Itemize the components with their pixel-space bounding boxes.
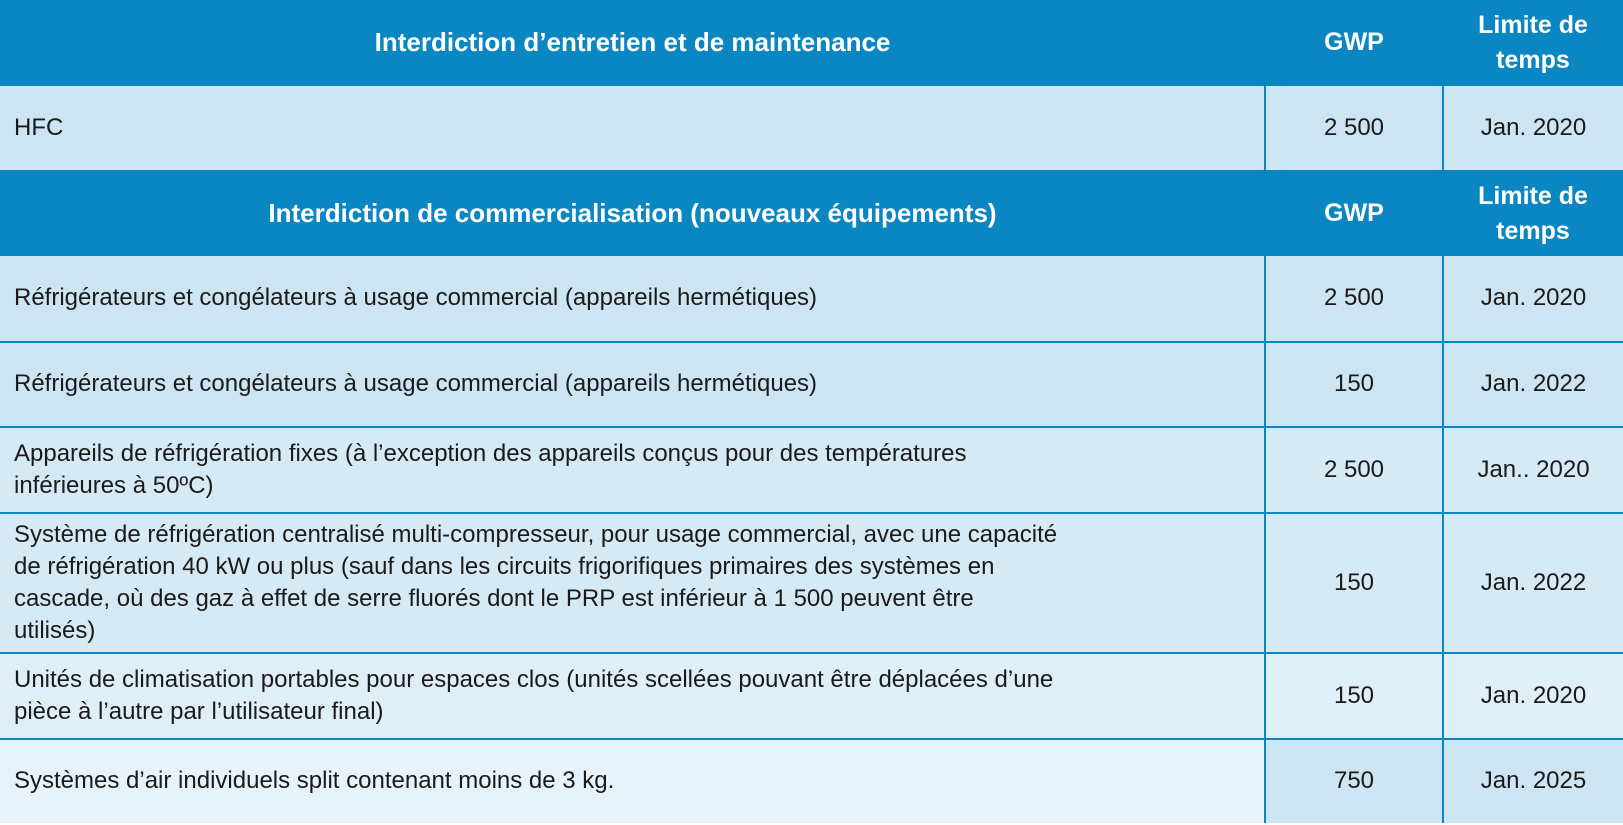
table-row [0,739,1623,823]
row-description-line: Appareils de réfrigération fixes (à l’exception des appareils conçus pour des températures [14,439,967,467]
row-description: Réfrigérateurs et congélateurs à usage commercial (appareils hermétiques) [0,342,1265,427]
table-row [0,427,1623,513]
time-limit-header-line2: temps [1496,217,1570,245]
row-description [0,513,1265,653]
row-gwp: 2 500 [1265,427,1443,513]
row-gwp: 150 [1265,513,1443,653]
row-gwp: 2 500 [1265,86,1443,171]
row-time-limit: Jan. 2020 [1443,86,1623,171]
time-limit-column-header [1443,171,1623,256]
section-header-maintenance [0,0,1623,86]
row-description: HFC [0,86,1265,171]
row-description [0,427,1265,513]
row-gwp: 750 [1265,739,1443,823]
row-time-limit: Jan.. 2020 [1443,427,1623,513]
row-gwp: 150 [1265,653,1443,739]
table-row [0,86,1623,171]
table-row [0,513,1623,653]
gwp-column-header: GWP [1265,0,1443,86]
row-description [0,653,1265,739]
row-time-limit: Jan. 2020 [1443,256,1623,342]
table-row [0,342,1623,427]
table-row [0,653,1623,739]
row-description-line: pièce à l’autre par l’utilisateur final) [14,698,384,725]
row-description-line: Système de réfrigération centralisé multi-compresseur, pour usage commercial, avec une capacité [14,520,1058,548]
section-title: Interdiction d’entretien et de maintenance [0,0,1265,86]
table-row [0,256,1623,342]
row-description-line: de réfrigération 40 kW ou plus (sauf dans les circuits frigorifiques primaires des systèmes en [14,552,995,580]
row-time-limit: Jan. 2020 [1443,653,1623,739]
section-title: Interdiction de commercialisation (nouveaux équipements) [0,171,1265,256]
row-description-line: utilisés) [14,617,96,645]
row-description: Systèmes d’air individuels split contenant moins de 3 kg. [0,739,1265,823]
row-description-line: cascade, où des gaz à effet de serre fluorés dont le PRP est inférieur à 1 500 peuvent être [14,585,974,612]
time-limit-header-line1: Limite de [1478,11,1588,39]
gwp-column-header: GWP [1265,171,1443,256]
row-time-limit: Jan. 2025 [1443,739,1623,823]
section-header-commercialisation [0,171,1623,256]
row-description-line: Unités de climatisation portables pour espaces clos (unités scellées pouvant être déplacées d’une [14,665,1054,693]
row-time-limit: Jan. 2022 [1443,513,1623,653]
row-gwp: 150 [1265,342,1443,427]
time-limit-header-line2: temps [1496,46,1570,74]
row-gwp: 2 500 [1265,256,1443,342]
time-limit-column-header [1443,0,1623,86]
time-limit-header-line1: Limite de [1478,182,1588,210]
row-description-line: inférieures à 50ºC) [14,472,214,499]
row-description: Réfrigérateurs et congélateurs à usage commercial (appareils hermétiques) [0,256,1265,342]
row-time-limit: Jan. 2022 [1443,342,1623,427]
